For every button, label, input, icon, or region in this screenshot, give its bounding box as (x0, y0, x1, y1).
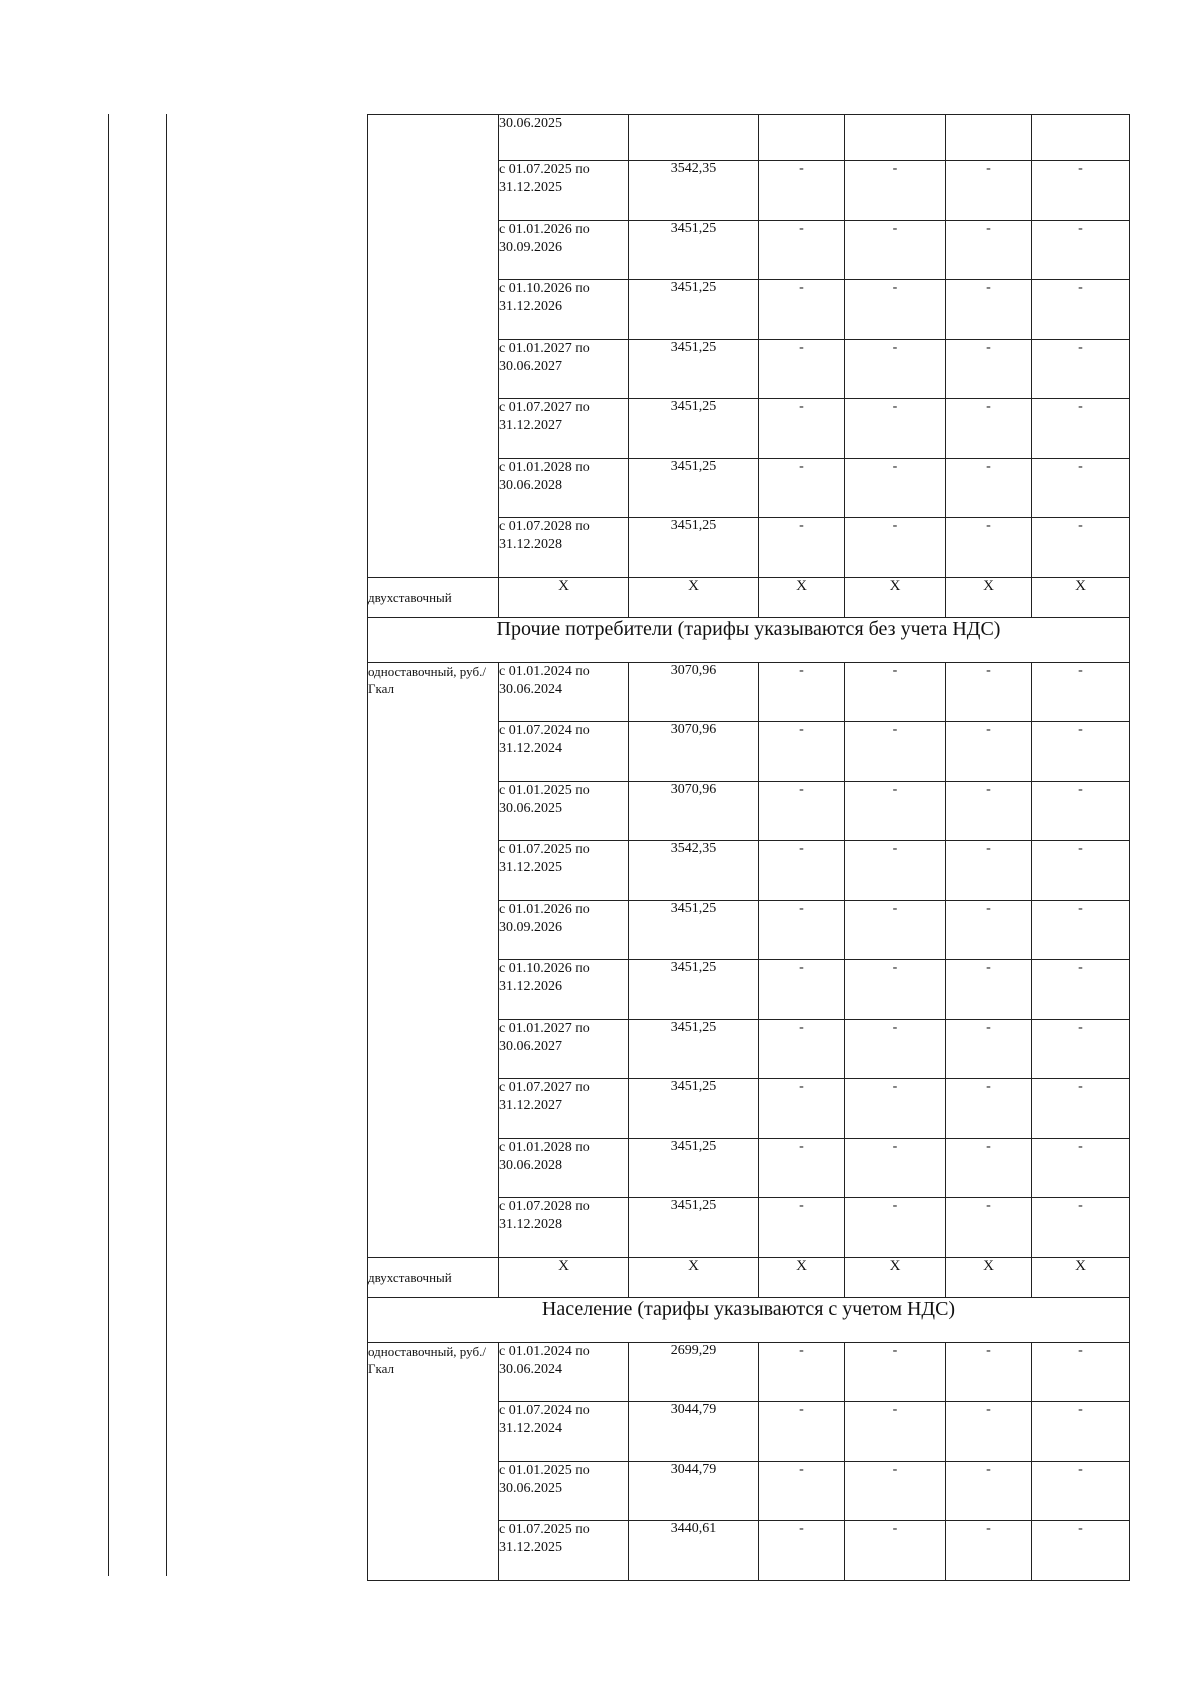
tariff-value: 3451,25 (629, 220, 759, 280)
empty-dash-cell: - (1032, 220, 1130, 280)
empty-dash-cell: - (845, 841, 946, 901)
empty-dash-cell: - (946, 1079, 1032, 1139)
empty-dash-cell: - (1032, 1402, 1130, 1462)
empty-cell (946, 115, 1032, 161)
tariff-value: 3451,25 (629, 518, 759, 578)
period-from: с 01.07.2028 по (499, 1199, 590, 1214)
empty-dash-cell: - (759, 339, 845, 399)
period-cell (499, 458, 629, 518)
period-from: с 01.07.2025 по (499, 842, 590, 857)
period-to: 30.06.2024 (499, 1361, 562, 1377)
tariff-value: 3070,96 (629, 722, 759, 782)
period-cell (499, 280, 629, 340)
period-from: с 01.07.2027 по (499, 400, 590, 415)
not-applicable-cell: X (845, 577, 946, 617)
period-to: 31.12.2025 (499, 860, 562, 875)
empty-dash-cell: - (759, 1198, 845, 1258)
period-cell (499, 900, 629, 960)
period-cell (499, 339, 629, 399)
period-to: 30.09.2026 (499, 239, 562, 255)
period-to: 30.06.2028 (499, 477, 562, 493)
empty-dash-cell: - (845, 1461, 946, 1521)
not-applicable-cell: X (946, 1257, 1032, 1297)
empty-dash-cell: - (946, 841, 1032, 901)
empty-dash-cell: - (759, 960, 845, 1020)
empty-dash-cell: - (1032, 960, 1130, 1020)
period-cell (499, 722, 629, 782)
empty-dash-cell: - (946, 1521, 1032, 1581)
left-border-line (108, 114, 109, 1576)
tariff-value: 3451,25 (629, 280, 759, 340)
period-cell (499, 1138, 629, 1198)
tariff-table-body (368, 115, 1130, 1581)
period-to: 31.12.2025 (499, 1540, 562, 1555)
empty-dash-cell: - (759, 161, 845, 221)
empty-dash-cell: - (1032, 339, 1130, 399)
period-from: с 01.01.2028 по (499, 1139, 590, 1155)
empty-dash-cell: - (1032, 1198, 1130, 1258)
not-applicable-cell: X (499, 577, 629, 617)
empty-dash-cell: - (759, 1342, 845, 1402)
left-column-line (166, 114, 167, 1576)
tariff-table (367, 114, 1130, 1581)
not-applicable-cell: X (845, 1257, 946, 1297)
period-to: 31.12.2024 (499, 741, 562, 756)
section-title: Население (тарифы указываются с учетом НДС) (368, 1297, 1130, 1342)
period-from: с 01.10.2026 по (499, 961, 590, 976)
period-from: с 01.01.2028 по (499, 459, 590, 475)
empty-dash-cell: - (845, 518, 946, 578)
period-to: 31.12.2024 (499, 1421, 562, 1436)
period-from: с 01.01.2026 по (499, 221, 590, 237)
empty-dash-cell: - (845, 1402, 946, 1462)
section-title: Прочие потребители (тарифы указываются без учета НДС) (368, 617, 1130, 662)
empty-dash-cell: - (759, 662, 845, 722)
period-cell (499, 518, 629, 578)
table-row (368, 662, 1130, 722)
period-from: с 01.01.2025 по (499, 782, 590, 798)
tariff-value: 3451,25 (629, 1198, 759, 1258)
empty-dash-cell: - (845, 781, 946, 841)
period-cell (499, 662, 629, 722)
tariff-value: 3044,79 (629, 1461, 759, 1521)
empty-dash-cell: - (946, 518, 1032, 578)
empty-dash-cell: - (845, 1138, 946, 1198)
not-applicable-cell: X (1032, 1257, 1130, 1297)
table-row (368, 1342, 1130, 1402)
period-to: 31.12.2027 (499, 1098, 562, 1113)
empty-dash-cell: - (845, 220, 946, 280)
empty-cell (845, 115, 946, 161)
period-cell (499, 1461, 629, 1521)
empty-dash-cell: - (845, 339, 946, 399)
period-to: 31.12.2027 (499, 418, 562, 433)
empty-dash-cell: - (946, 960, 1032, 1020)
period-cell (499, 1019, 629, 1079)
not-applicable-cell: X (629, 577, 759, 617)
period-from: с 01.07.2024 по (499, 1403, 590, 1418)
period-cell (499, 115, 629, 161)
period-cell (499, 1079, 629, 1139)
period-cell (499, 1198, 629, 1258)
empty-dash-cell: - (759, 900, 845, 960)
period-from: с 01.01.2026 по (499, 901, 590, 917)
single-rate-label: одноставочный, руб./Гкал (368, 1342, 499, 1580)
section-header-row (368, 617, 1130, 662)
period-to: 31.12.2025 (499, 180, 562, 195)
empty-dash-cell: - (946, 339, 1032, 399)
empty-dash-cell: - (1032, 280, 1130, 340)
tariff-value: 3451,25 (629, 339, 759, 399)
not-applicable-cell: X (759, 577, 845, 617)
period-to: 30.06.2025 (499, 116, 562, 131)
period-to: 30.06.2027 (499, 358, 562, 374)
empty-dash-cell: - (1032, 841, 1130, 901)
period-cell (499, 220, 629, 280)
not-applicable-cell: X (759, 1257, 845, 1297)
empty-dash-cell: - (759, 1079, 845, 1139)
empty-dash-cell: - (946, 1402, 1032, 1462)
period-to: 31.12.2026 (499, 299, 562, 314)
empty-cell (629, 115, 759, 161)
tariff-value: 3451,25 (629, 399, 759, 459)
tariff-value: 3070,96 (629, 662, 759, 722)
empty-dash-cell: - (946, 781, 1032, 841)
empty-dash-cell: - (759, 220, 845, 280)
empty-dash-cell: - (845, 722, 946, 782)
period-cell (499, 960, 629, 1020)
single-rate-label: одноставочный, руб./Гкал (368, 662, 499, 1257)
period-cell (499, 841, 629, 901)
empty-dash-cell: - (1032, 1079, 1130, 1139)
empty-dash-cell: - (759, 399, 845, 459)
empty-dash-cell: - (1032, 1342, 1130, 1402)
period-from: с 01.01.2024 по (499, 1343, 590, 1359)
empty-dash-cell: - (946, 280, 1032, 340)
period-cell (499, 1342, 629, 1402)
empty-dash-cell: - (1032, 900, 1130, 960)
empty-dash-cell: - (845, 161, 946, 221)
empty-dash-cell: - (946, 161, 1032, 221)
empty-dash-cell: - (759, 1521, 845, 1581)
period-to: 30.09.2026 (499, 919, 562, 935)
period-to: 31.12.2026 (499, 979, 562, 994)
empty-dash-cell: - (845, 1521, 946, 1581)
empty-cell (1032, 115, 1130, 161)
empty-dash-cell: - (759, 1138, 845, 1198)
period-from: с 01.01.2027 по (499, 340, 590, 356)
empty-dash-cell: - (759, 1402, 845, 1462)
empty-dash-cell: - (1032, 781, 1130, 841)
empty-dash-cell: - (845, 280, 946, 340)
empty-dash-cell: - (759, 280, 845, 340)
tariff-value: 3451,25 (629, 900, 759, 960)
tariff-value: 3542,35 (629, 161, 759, 221)
period-to: 30.06.2025 (499, 1480, 562, 1496)
empty-dash-cell: - (946, 900, 1032, 960)
tariff-value: 3451,25 (629, 1138, 759, 1198)
tariff-value: 2699,29 (629, 1342, 759, 1402)
two-rate-row (368, 1257, 1130, 1297)
empty-dash-cell: - (946, 458, 1032, 518)
empty-dash-cell: - (1032, 1138, 1130, 1198)
two-rate-label: двухставочный (368, 1257, 499, 1297)
period-to: 30.06.2024 (499, 681, 562, 697)
period-to: 31.12.2028 (499, 537, 562, 552)
empty-dash-cell: - (845, 662, 946, 722)
empty-dash-cell: - (946, 1198, 1032, 1258)
empty-dash-cell: - (759, 518, 845, 578)
empty-dash-cell: - (759, 1461, 845, 1521)
continued-type-cell (368, 115, 499, 578)
two-rate-label: двухставочный (368, 577, 499, 617)
not-applicable-cell: X (499, 1257, 629, 1297)
table-row (368, 115, 1130, 161)
period-from: с 01.07.2025 по (499, 1522, 590, 1537)
period-to: 31.12.2028 (499, 1217, 562, 1232)
tariff-value: 3451,25 (629, 1019, 759, 1079)
empty-dash-cell: - (845, 1079, 946, 1139)
two-rate-row (368, 577, 1130, 617)
empty-dash-cell: - (759, 781, 845, 841)
period-from: с 01.07.2027 по (499, 1080, 590, 1095)
tariff-value: 3440,61 (629, 1521, 759, 1581)
empty-dash-cell: - (845, 1342, 946, 1402)
empty-dash-cell: - (1032, 518, 1130, 578)
empty-dash-cell: - (759, 458, 845, 518)
empty-dash-cell: - (845, 458, 946, 518)
empty-dash-cell: - (759, 1019, 845, 1079)
tariff-value: 3451,25 (629, 1079, 759, 1139)
empty-dash-cell: - (946, 1342, 1032, 1402)
period-from: с 01.07.2028 по (499, 519, 590, 534)
empty-dash-cell: - (1032, 1521, 1130, 1581)
tariff-value: 3070,96 (629, 781, 759, 841)
empty-dash-cell: - (1032, 161, 1130, 221)
empty-dash-cell: - (946, 220, 1032, 280)
tariff-value: 3451,25 (629, 458, 759, 518)
empty-cell (759, 115, 845, 161)
empty-dash-cell: - (759, 722, 845, 782)
period-cell (499, 781, 629, 841)
period-to: 30.06.2028 (499, 1157, 562, 1173)
empty-dash-cell: - (845, 1198, 946, 1258)
tariff-value: 3451,25 (629, 960, 759, 1020)
empty-dash-cell: - (845, 900, 946, 960)
empty-dash-cell: - (1032, 722, 1130, 782)
empty-dash-cell: - (1032, 399, 1130, 459)
empty-dash-cell: - (845, 1019, 946, 1079)
empty-dash-cell: - (845, 399, 946, 459)
empty-dash-cell: - (946, 399, 1032, 459)
period-from: с 01.07.2025 по (499, 162, 590, 177)
empty-dash-cell: - (1032, 1461, 1130, 1521)
empty-dash-cell: - (946, 1019, 1032, 1079)
empty-dash-cell: - (1032, 458, 1130, 518)
empty-dash-cell: - (946, 722, 1032, 782)
empty-dash-cell: - (759, 841, 845, 901)
section-header-row (368, 1297, 1130, 1342)
period-cell (499, 1521, 629, 1581)
period-cell (499, 399, 629, 459)
tariff-value: 3044,79 (629, 1402, 759, 1462)
tariff-value: 3542,35 (629, 841, 759, 901)
empty-dash-cell: - (946, 1461, 1032, 1521)
period-cell (499, 1402, 629, 1462)
not-applicable-cell: X (1032, 577, 1130, 617)
empty-dash-cell: - (1032, 662, 1130, 722)
period-from: с 01.07.2024 по (499, 723, 590, 738)
empty-dash-cell: - (946, 1138, 1032, 1198)
period-cell (499, 161, 629, 221)
period-to: 30.06.2025 (499, 800, 562, 816)
period-from: с 01.01.2024 по (499, 663, 590, 679)
period-to: 30.06.2027 (499, 1038, 562, 1054)
period-from: с 01.01.2025 по (499, 1462, 590, 1478)
empty-dash-cell: - (1032, 1019, 1130, 1079)
period-from: с 01.10.2026 по (499, 281, 590, 296)
empty-dash-cell: - (946, 662, 1032, 722)
period-from: с 01.01.2027 по (499, 1020, 590, 1036)
not-applicable-cell: X (629, 1257, 759, 1297)
empty-dash-cell: - (845, 960, 946, 1020)
not-applicable-cell: X (946, 577, 1032, 617)
